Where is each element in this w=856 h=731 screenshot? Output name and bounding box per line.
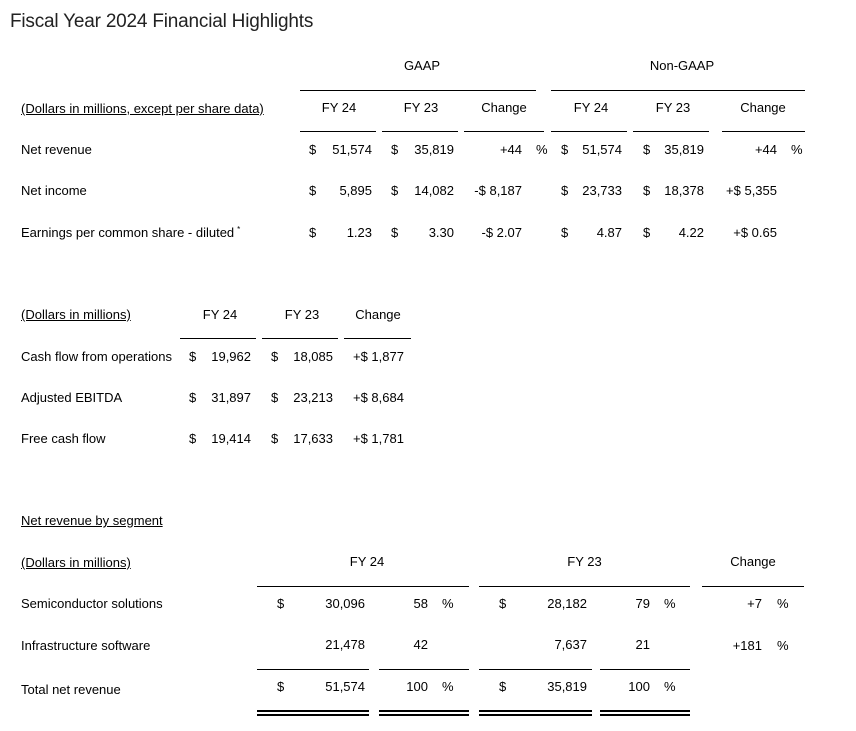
gaap-fy23-value: 3.30: [428, 225, 454, 240]
col-rule: [180, 338, 256, 339]
gaap-fy23-value: 14,082: [414, 183, 454, 198]
nongaap-fy23-value: 18,378: [664, 183, 704, 198]
fy24-value: 19,962: [211, 349, 251, 364]
nongaap-fy24-value: 4.87: [596, 225, 622, 240]
col-header-change: Change: [730, 554, 776, 569]
dollar-sign: $: [271, 349, 279, 364]
row-label: Infrastructure software: [21, 638, 151, 653]
fy23-value: 35,819: [547, 679, 587, 694]
col-header-nongaap-fy24: FY 24: [573, 100, 609, 115]
subtotal-rule: [600, 669, 690, 670]
col-rule: [300, 131, 376, 132]
change-value: +$ 8,684: [353, 390, 404, 405]
dollar-sign: $: [189, 390, 197, 405]
dollar-sign: $: [271, 390, 279, 405]
fy23-share: 79: [635, 596, 650, 611]
dollar-sign: $: [189, 431, 197, 446]
dollar-sign: $: [499, 596, 507, 611]
nongaap-change-percent: %: [791, 142, 803, 157]
total-double-rule: [257, 710, 369, 716]
unit-label: (Dollars in millions, except per share data): [21, 101, 264, 116]
dollar-sign: $: [277, 596, 285, 611]
row-label: Cash flow from operations: [21, 349, 173, 364]
col-header-gaap-change: Change: [481, 100, 527, 115]
col-rule: [344, 338, 411, 339]
gaap-change-value: -$ 8,187: [474, 183, 522, 198]
dollar-sign: $: [391, 225, 399, 240]
fy23-share-percent: %: [664, 679, 676, 694]
fy23-value: 17,633: [293, 431, 333, 446]
nongaap-fy24-value: 23,733: [582, 183, 622, 198]
col-header-fy23: FY 23: [284, 307, 320, 322]
col-header-gaap-fy24: FY 24: [321, 100, 357, 115]
gaap-change-percent: %: [536, 142, 548, 157]
total-double-rule: [600, 710, 690, 716]
fy24-value: 30,096: [325, 596, 365, 611]
gaap-fy23-value: 35,819: [414, 142, 454, 157]
dollar-sign: $: [309, 142, 317, 157]
subtotal-rule: [379, 669, 469, 670]
dollar-sign: $: [561, 142, 569, 157]
group-header-nongaap: Non-GAAP: [649, 58, 715, 73]
change-value: +7: [747, 596, 762, 611]
nongaap-fy24-value: 51,574: [582, 142, 622, 157]
change-value: +$ 1,781: [353, 431, 404, 446]
fy24-value: 19,414: [211, 431, 251, 446]
gaap-fy24-value: 1.23: [346, 225, 372, 240]
fy23-share: 21: [635, 637, 650, 652]
nongaap-fy23-value: 35,819: [664, 142, 704, 157]
row-label: Free cash flow: [21, 431, 106, 446]
gaap-group-rule: [300, 90, 536, 91]
fy24-share-percent: %: [442, 596, 454, 611]
col-header-nongaap-fy23: FY 23: [655, 100, 691, 115]
fy24-share: 100: [406, 679, 428, 694]
col-rule: [464, 131, 544, 132]
fy24-value: 31,897: [211, 390, 251, 405]
col-rule: [633, 131, 709, 132]
col-rule: [262, 338, 338, 339]
change-value: +$ 1,877: [353, 349, 404, 364]
col-rule: [722, 131, 805, 132]
nongaap-change-value: +44: [754, 142, 777, 157]
row-label: Net income: [21, 183, 87, 198]
row-label: Adjusted EBITDA: [21, 390, 123, 405]
total-double-rule: [479, 710, 592, 716]
row-label: Semiconductor solutions: [21, 596, 163, 611]
col-header-gaap-fy23: FY 23: [403, 100, 439, 115]
dollar-sign: $: [189, 349, 197, 364]
dollar-sign: $: [643, 225, 651, 240]
dollar-sign: $: [643, 183, 651, 198]
change-percent: %: [777, 638, 789, 653]
subtotal-rule: [257, 669, 369, 670]
col-rule: [479, 586, 690, 587]
fy23-share-percent: %: [664, 596, 676, 611]
nongaap-fy23-value: 4.22: [678, 225, 704, 240]
gaap-fy24-value: 51,574: [332, 142, 372, 157]
nongaap-change-value: +$ 5,355: [726, 183, 777, 198]
row-label-text: Earnings per common share - diluted: [21, 225, 235, 240]
dollar-sign: $: [391, 183, 399, 198]
row-label: [21, 225, 240, 241]
dollar-sign: $: [499, 679, 507, 694]
footnote-marker: *: [237, 224, 241, 234]
page-title: Fiscal Year 2024 Financial Highlights: [10, 11, 314, 32]
fy23-value: 7,637: [554, 637, 587, 652]
change-value: +181: [732, 638, 762, 653]
col-rule: [257, 586, 469, 587]
dollar-sign: $: [643, 142, 651, 157]
nongaap-change-value: +$ 0.65: [733, 225, 777, 240]
row-label: Net revenue: [21, 142, 92, 157]
fy24-value: 51,574: [325, 679, 365, 694]
fy24-share: 42: [413, 637, 428, 652]
gaap-fy24-value: 5,895: [339, 183, 372, 198]
col-header-fy24: FY 24: [349, 554, 385, 569]
fy23-value: 18,085: [293, 349, 333, 364]
col-rule: [702, 586, 804, 587]
fy24-share-percent: %: [442, 679, 454, 694]
col-header-fy24: FY 24: [202, 307, 238, 322]
dollar-sign: $: [391, 142, 399, 157]
fy24-share: 58: [413, 596, 428, 611]
gaap-change-value: -$ 2.07: [481, 225, 522, 240]
col-header-fy23: FY 23: [567, 554, 602, 569]
row-label: Total net revenue: [21, 682, 121, 697]
change-percent: %: [777, 596, 789, 611]
dollar-sign: $: [561, 225, 569, 240]
gaap-change-value: +44: [499, 142, 522, 157]
dollar-sign: $: [271, 431, 279, 446]
unit-label: (Dollars in millions): [21, 307, 131, 322]
col-rule: [551, 131, 627, 132]
col-header-change: Change: [355, 307, 401, 322]
fy23-share: 100: [628, 679, 650, 694]
total-double-rule: [379, 710, 469, 716]
group-header-gaap: GAAP: [403, 58, 441, 73]
dollar-sign: $: [561, 183, 569, 198]
section-title: Net revenue by segment: [21, 513, 163, 528]
fy23-value: 28,182: [547, 596, 587, 611]
fy24-value: 21,478: [325, 637, 365, 652]
col-rule: [382, 131, 458, 132]
dollar-sign: $: [309, 183, 317, 198]
unit-label: (Dollars in millions): [21, 555, 131, 570]
fy23-value: 23,213: [293, 390, 333, 405]
col-header-nongaap-change: Change: [740, 100, 786, 115]
dollar-sign: $: [277, 679, 285, 694]
nongaap-group-rule: [551, 90, 805, 91]
dollar-sign: $: [309, 225, 317, 240]
subtotal-rule: [479, 669, 592, 670]
